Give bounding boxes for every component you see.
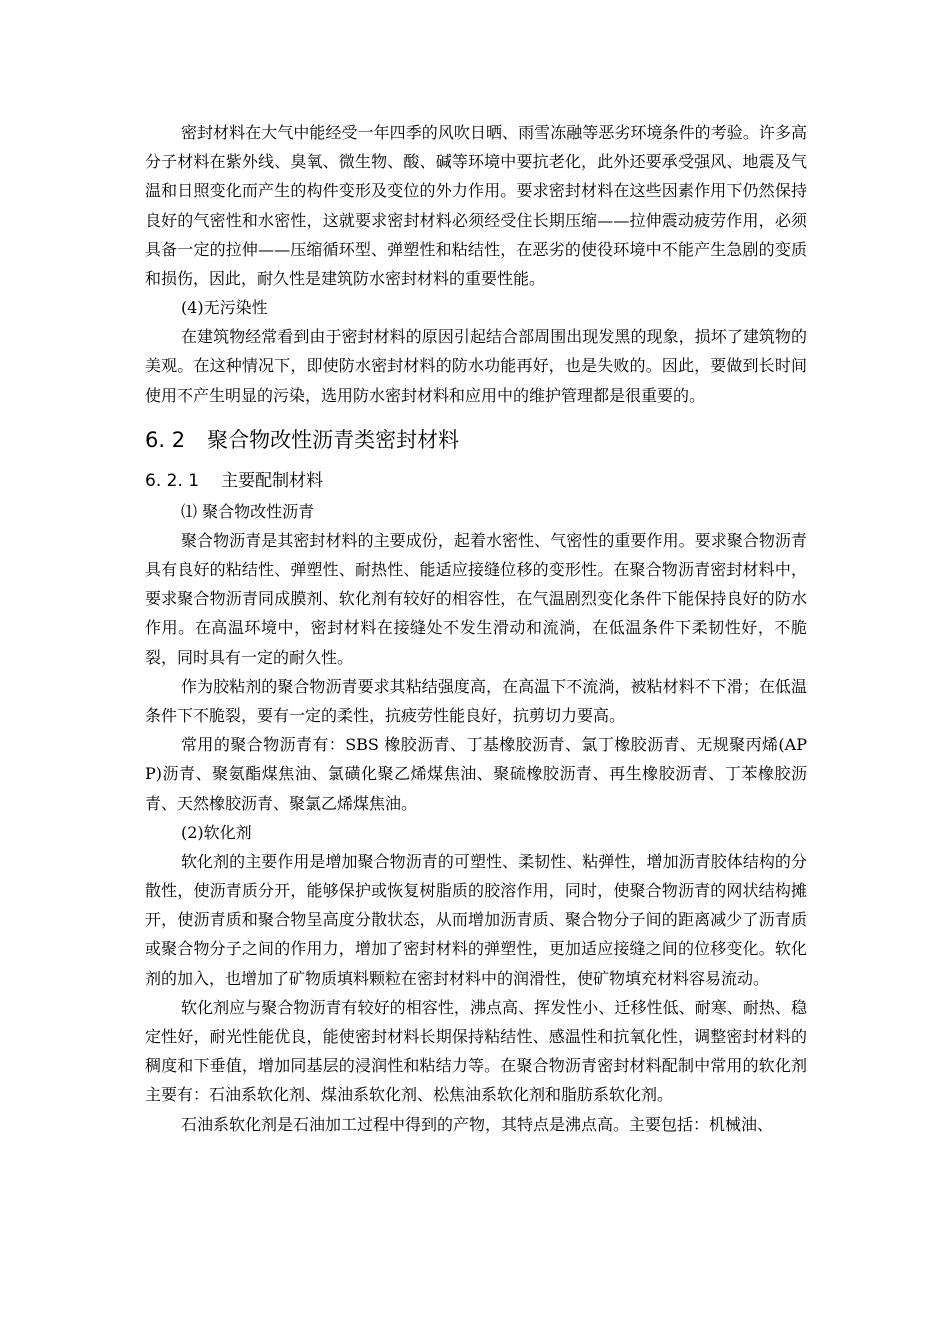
- paragraph-durability: 密封材料在大气中能经受一年四季的风吹日晒、雨雪冻融等恶劣环境条件的考验。许多高分子材料在紫外线、臭氧、微生物、酸、碱等环境中要抗老化，此外还要承受强风、地震及气温和日照变化而产生的构件变形及变位的外力作用。要求密封材料在这些因素作用下仍然保持良好的气密性和水密性，这就要求密封材料必须经受住长期压缩——拉伸震动疲劳作用，必须具备一定的拉伸——压缩循环型、弹塑性和粘结性，在恶劣的使役环境中不能产生急剧的变质和损伤，因此，耐久性是建筑防水密封材料的重要性能。: [145, 123, 807, 289]
- part1-heading: ⑴ 聚合物改性沥青: [181, 501, 315, 521]
- part1-paragraph-3: 常用的聚合物沥青有：SBS 橡胶沥青、丁基橡胶沥青、氯丁橡胶沥青、无规聚丙烯(APP)沥青、聚氨酯煤焦油、氯磺化聚乙烯煤焦油、聚硫橡胶沥青、再生橡胶沥青、丁苯橡胶沥青、天然橡胶沥青、聚氯乙烯煤焦油。: [145, 735, 807, 813]
- part2-paragraph-2: 软化剂应与聚合物沥青有较好的相容性，沸点高、挥发性小、迁移性低、耐寒、耐热、稳定性好，耐光性能优良，能使密封材料长期保持粘结性、感温性和抗氧化性，调整密封材料的稠度和下垂值，增加同基层的浸润性和粘结力等。在聚合物沥青密封材料配制中常用的软化剂主要有：石油系软化剂、煤油系软化剂、松焦油系软化剂和脂肪系软化剂。: [145, 997, 807, 1105]
- document-page: [145, 118, 807, 1139]
- paragraph-no-pollution: 在建筑物经常看到由于密封材料的原因引起结合部周围出现发黑的现象，损坏了建筑物的美观。在这种情况下，即使防水密封材料的防水功能再好，也是失败的。因此，要做到长时间使用不产生明显的污染，选用防水密封材料和应用中的维护管理都是很重要的。: [145, 327, 807, 405]
- part1-paragraph-2: 作为胶粘剂的聚合物沥青要求其粘结强度高，在高温下不流淌，被粘材料不下滑；在低温条件下不脆裂，要有一定的柔性，抗疲劳性能良好，抗剪切力要高。: [145, 676, 807, 726]
- subsection-title: 主要配制材料: [221, 470, 324, 491]
- subsection-number: 6. 2. 1: [145, 470, 200, 491]
- part2-paragraph-3: 石油系软化剂是石油加工过程中得到的产物，其特点是沸点高。主要包括：机械油、: [181, 1114, 774, 1134]
- section-title: 聚合物改性沥青类密封材料: [207, 427, 460, 452]
- item-heading-no-pollution: (4)无污染性: [181, 298, 268, 318]
- section-number: 6. 2: [145, 427, 186, 452]
- part1-paragraph-1: 聚合物沥青是其密封材料的主要成份，起着水密性、气密性的重要作用。要求聚合物沥青具有良好的粘结性、弹塑性、耐热性、能适应接缝位移的变形性。在聚合物沥青密封材料中，要求聚合物沥青同成膜剂、软化剂有较好的相容性，在气温剧烈变化条件下能保持良好的防水作用。在高温环境中，密封材料在接缝处不发生滑动和流淌，在低温条件下柔韧性好，不脆裂，同时具有一定的耐久性。: [145, 530, 807, 667]
- section-heading: [145, 425, 807, 455]
- subsection-heading: [145, 467, 807, 495]
- part2-paragraph-1: 软化剂的主要作用是增加聚合物沥青的可塑性、柔韧性、粘弹性，增加沥青胶体结构的分散性，使沥青质分开，能够保护或恢复树脂质的胶溶作用，同时，使聚合物沥青的网状结构摊开，使沥青质和聚合物呈高度分散状态，从而增加沥青质、聚合物分子间的距离减少了沥青质或聚合物分子之间的作用力，增加了密封材料的弹塑性，更加适应接缝之间的位移变化。软化剂的加入，也增加了矿物质填料颗粒在密封材料中的润滑性，使矿物填充材料容易流动。: [145, 851, 807, 988]
- part2-heading: (2)软化剂: [181, 822, 252, 842]
